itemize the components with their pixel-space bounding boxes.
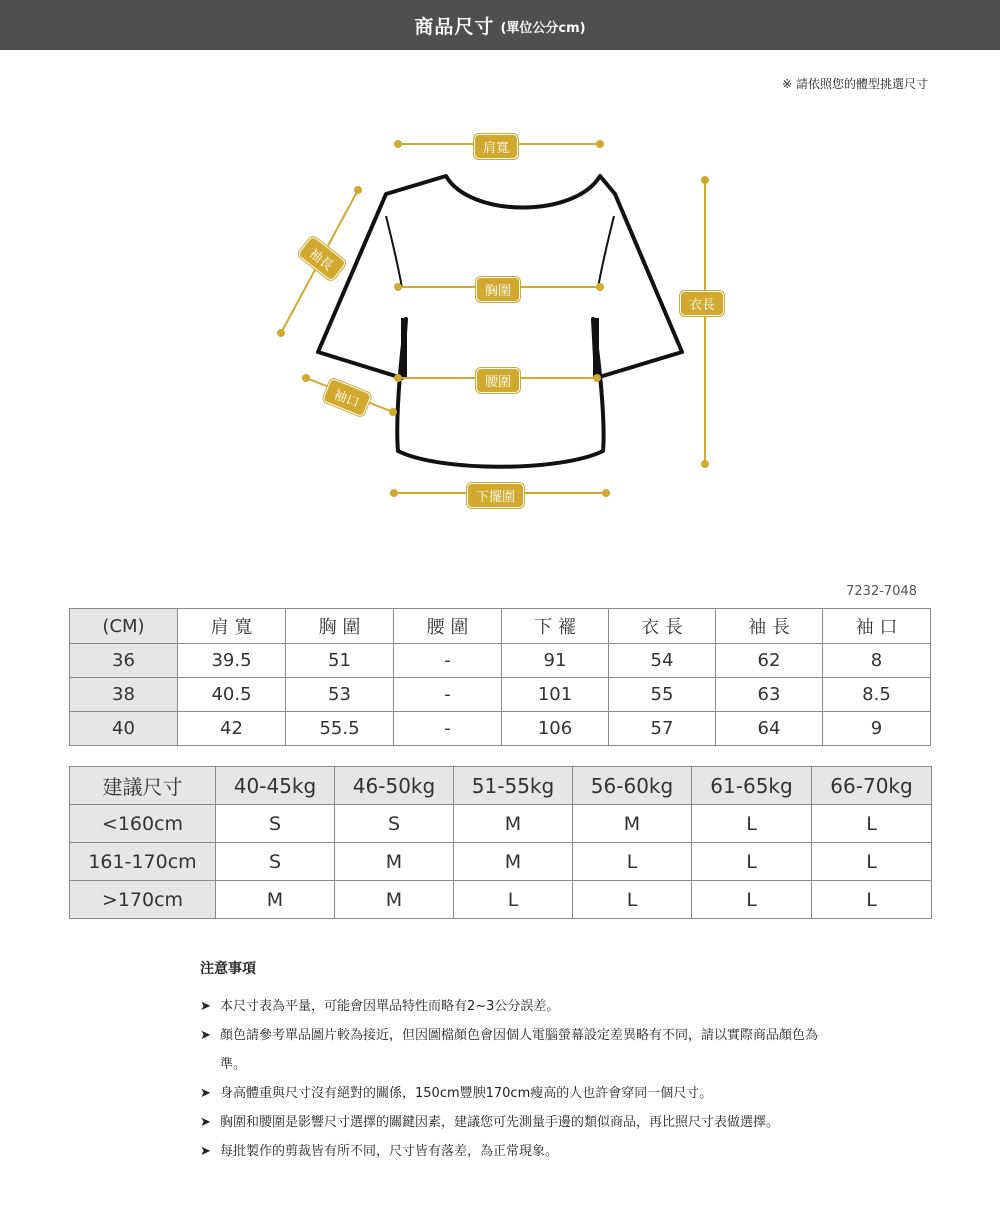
header-cell: 腰 圍 xyxy=(394,609,502,644)
table-cell: L xyxy=(454,881,573,919)
sleeve-seam-left xyxy=(386,216,402,288)
table-cell: 39.5 xyxy=(178,644,286,678)
header-cell: 61-65kg xyxy=(692,767,812,805)
height-cell: >170cm xyxy=(70,881,216,919)
table-cell: L xyxy=(812,843,932,881)
note-item xyxy=(200,1021,820,1079)
recommend-table xyxy=(69,766,932,919)
notes-title: 注意事項 xyxy=(200,961,256,977)
table-cell: 101 xyxy=(502,678,609,712)
table-cell: M xyxy=(573,805,692,843)
page-title: 商品尺寸 xyxy=(414,15,495,38)
table-cell: - xyxy=(394,712,502,746)
label-waist: 腰圍 xyxy=(476,368,520,393)
label-shoulder: 肩寬 xyxy=(474,134,518,159)
label-cuff: 袖口 xyxy=(322,378,372,418)
arrow-icon: ➤ xyxy=(200,1028,211,1043)
table-cell: 91 xyxy=(502,644,609,678)
product-code: 7232-7048 xyxy=(846,584,917,599)
garment-illustration xyxy=(0,110,1000,520)
label-chest: 胸圍 xyxy=(476,277,520,302)
table-row xyxy=(70,678,931,712)
size-cell: 40 xyxy=(70,712,178,746)
size-table xyxy=(69,608,931,746)
table-cell: S xyxy=(216,805,335,843)
table-cell: 40.5 xyxy=(178,678,286,712)
table-cell: M xyxy=(335,881,454,919)
table-cell: M xyxy=(216,881,335,919)
table-cell: 8.5 xyxy=(823,678,931,712)
header-cell: 下 襬 xyxy=(502,609,609,644)
table-cell: 63 xyxy=(716,678,823,712)
header-cell: 胸 圍 xyxy=(286,609,394,644)
table-cell: L xyxy=(573,881,692,919)
header-cell: 袖 口 xyxy=(823,609,931,644)
table-cell: 51 xyxy=(286,644,394,678)
label-hem: 下擺圍 xyxy=(467,483,524,508)
recommend-table-header xyxy=(70,767,932,805)
note-text: 顏色請參考單品圖片較為接近，但因圖檔顏色會因個人電腦螢幕設定差異略有不同，請以實際商品顏色為準。 xyxy=(220,1028,819,1072)
note-text: 本尺寸表為平量，可能會因單品特性而略有2~3公分誤差。 xyxy=(220,999,560,1014)
header-cell: 51-55kg xyxy=(454,767,573,805)
table-cell: 64 xyxy=(716,712,823,746)
size-cell: 38 xyxy=(70,678,178,712)
table-cell: 54 xyxy=(609,644,716,678)
label-length: 衣長 xyxy=(680,291,724,316)
arrow-icon: ➤ xyxy=(200,1086,211,1101)
table-cell: 57 xyxy=(609,712,716,746)
table-cell: M xyxy=(454,805,573,843)
table-cell: 8 xyxy=(823,644,931,678)
table-cell: S xyxy=(216,843,335,881)
note-item xyxy=(200,1108,820,1137)
table-row xyxy=(70,712,931,746)
table-cell: L xyxy=(692,881,812,919)
table-cell: 55.5 xyxy=(286,712,394,746)
header-cell: 56-60kg xyxy=(573,767,692,805)
header-cell: 40-45kg xyxy=(216,767,335,805)
table-cell: 9 xyxy=(823,712,931,746)
height-cell: 161-170cm xyxy=(70,843,216,881)
table-cell: 55 xyxy=(609,678,716,712)
table-cell: 62 xyxy=(716,644,823,678)
table-row xyxy=(70,644,931,678)
note-item xyxy=(200,992,820,1021)
table-row xyxy=(70,805,932,843)
garment-outline xyxy=(318,176,682,467)
arrow-icon: ➤ xyxy=(200,1144,211,1159)
table-cell: M xyxy=(335,843,454,881)
header-cell: 袖 長 xyxy=(716,609,823,644)
header-cell: (CM) xyxy=(70,609,178,644)
table-cell: 53 xyxy=(286,678,394,712)
header-cell: 建議尺寸 xyxy=(70,767,216,805)
size-hint: ※ 請依照您的體型挑選尺寸 xyxy=(782,77,928,91)
table-cell: - xyxy=(394,644,502,678)
header-cell: 肩 寬 xyxy=(178,609,286,644)
height-cell: <160cm xyxy=(70,805,216,843)
notes-section xyxy=(200,958,820,1166)
sleeve-seam-right xyxy=(598,216,614,288)
label-sleeve-length: 袖長 xyxy=(297,235,347,282)
table-cell: M xyxy=(454,843,573,881)
header-cell: 46-50kg xyxy=(335,767,454,805)
table-cell: 106 xyxy=(502,712,609,746)
arrow-icon: ➤ xyxy=(200,1115,211,1130)
table-cell: L xyxy=(692,805,812,843)
header-cell: 66-70kg xyxy=(812,767,932,805)
size-table-header xyxy=(70,609,931,644)
table-cell: 42 xyxy=(178,712,286,746)
table-cell: L xyxy=(692,843,812,881)
note-text: 每批製作的剪裁皆有所不同，尺寸皆有落差，為正常現象。 xyxy=(220,1144,559,1159)
table-cell: L xyxy=(812,881,932,919)
note-item xyxy=(200,1137,820,1166)
page-header xyxy=(0,0,1000,50)
note-text: 胸圍和腰圍是影響尺寸選擇的關鍵因素，建議您可先測量手邊的類似商品，再比照尺寸表做選擇。 xyxy=(220,1115,780,1130)
size-cell: 36 xyxy=(70,644,178,678)
table-cell: - xyxy=(394,678,502,712)
table-row xyxy=(70,881,932,919)
measurement-diagram xyxy=(0,110,1000,520)
table-cell: L xyxy=(573,843,692,881)
unit-label: (單位公分cm) xyxy=(500,21,586,36)
header-cell: 衣 長 xyxy=(609,609,716,644)
table-cell: L xyxy=(812,805,932,843)
arrow-icon: ➤ xyxy=(200,999,211,1014)
table-cell: S xyxy=(335,805,454,843)
note-text: 身高體重與尺寸沒有絕對的關係，150cm豐腴170cm瘦高的人也許會穿同一個尺寸。 xyxy=(220,1086,713,1101)
table-row xyxy=(70,843,932,881)
note-item xyxy=(200,1079,820,1108)
